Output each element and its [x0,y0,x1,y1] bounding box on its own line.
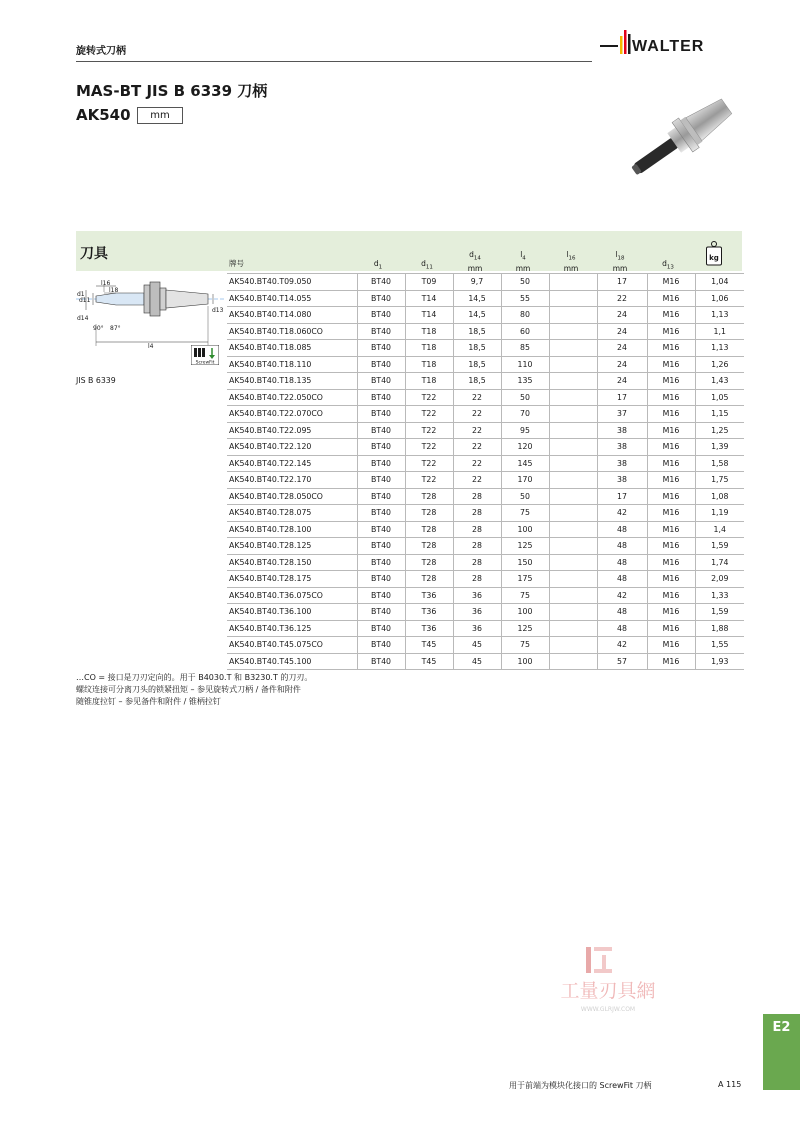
cell-l16 [549,488,597,505]
section-title: 刀具 [80,246,108,262]
cell-d1: BT40 [357,373,405,390]
cell-d1: BT40 [357,340,405,357]
cell-code: AK540.BT40.T22.070CO [227,406,357,423]
cell-d13: M16 [647,439,695,456]
cell-l4: 80 [501,307,549,324]
drawing-label-d11: d11 [79,297,91,304]
cell-d13: M16 [647,587,695,604]
cell-kg: 1,04 [695,274,744,291]
cell-d14: 28 [453,571,501,588]
cell-d13: M16 [647,373,695,390]
cell-l16 [549,571,597,588]
cell-l4: 50 [501,389,549,406]
column-header-d11: $d_{11}$ [421,259,433,271]
page-number: A 115 [718,1080,742,1089]
cell-l18: 42 [597,587,647,604]
cell-l18: 17 [597,274,647,291]
tool-holder-image [618,96,744,178]
screwfit-label: ScrewFit [195,360,215,365]
cell-l4: 175 [501,571,549,588]
cell-d1: BT40 [357,538,405,555]
cell-l18: 48 [597,521,647,538]
cell-d1: BT40 [357,274,405,291]
cell-d13: M16 [647,620,695,637]
cell-d1: BT40 [357,389,405,406]
cell-d14: 36 [453,604,501,621]
cell-d11: T28 [405,554,453,571]
table-row [227,505,744,522]
cell-code: AK540.BT40.T28.175 [227,571,357,588]
cell-l4: 75 [501,637,549,654]
cell-d1: BT40 [357,488,405,505]
cell-l18: 24 [597,373,647,390]
cell-code: AK540.BT40.T28.125 [227,538,357,555]
cell-l4: 100 [501,604,549,621]
cell-d14: 18,5 [453,356,501,373]
cell-d13: M16 [647,604,695,621]
cell-l16 [549,554,597,571]
cell-code: AK540.BT40.T36.075CO [227,587,357,604]
cell-kg: 1,74 [695,554,744,571]
note-torque: 螺纹连接可分离刀头的锁紧扭矩 – 参见旋转式刀柄 / 备件和附件 [76,685,301,694]
cell-code: AK540.BT40.T45.100 [227,653,357,670]
cell-l18: 38 [597,422,647,439]
cell-l18: 48 [597,554,647,571]
cell-code: AK540.BT40.T22.170 [227,472,357,489]
cell-d13: M16 [647,307,695,324]
cell-d11: T36 [405,620,453,637]
cell-d14: 22 [453,406,501,423]
column-header-l4: $l_4$ mm [515,250,531,273]
cell-l4: 70 [501,406,549,423]
weight-unit-label: kg [709,254,719,262]
cell-l16 [549,373,597,390]
table-row [227,290,744,307]
table-row [227,604,744,621]
cell-l16 [549,439,597,456]
cell-d1: BT40 [357,356,405,373]
cell-code: AK540.BT40.T22.050CO [227,389,357,406]
table-row [227,653,744,670]
cell-d14: 22 [453,439,501,456]
cell-kg: 1,19 [695,505,744,522]
cell-l4: 75 [501,587,549,604]
cell-d14: 18,5 [453,340,501,357]
cell-d14: 22 [453,472,501,489]
header-divider [76,61,592,62]
cell-d14: 45 [453,653,501,670]
cell-d11: T14 [405,307,453,324]
cell-d11: T36 [405,587,453,604]
table-row [227,455,744,472]
cell-l16 [549,323,597,340]
cell-d14: 28 [453,488,501,505]
cell-l18: 24 [597,323,647,340]
drawing-label-d13: d13 [212,307,224,314]
cell-d1: BT40 [357,554,405,571]
cell-d1: BT40 [357,653,405,670]
cell-d1: BT40 [357,290,405,307]
cell-l4: 120 [501,439,549,456]
cell-l16 [549,538,597,555]
cell-d13: M16 [647,274,695,291]
walter-logo [600,28,740,58]
watermark-logo [538,945,678,1015]
cell-d11: T09 [405,274,453,291]
cell-d11: T45 [405,653,453,670]
cell-l18: 38 [597,439,647,456]
table-row [227,439,744,456]
cell-d13: M16 [647,389,695,406]
chapter-tab: E2 [763,1014,800,1090]
cell-l16 [549,455,597,472]
table-row [227,340,744,357]
cell-d11: T36 [405,604,453,621]
cell-d1: BT40 [357,439,405,456]
note-co: …CO = 接口是刀刃定向的。用于 B4030.T 和 B3230.T 的刀刃。 [76,673,313,682]
cell-l16 [549,340,597,357]
drawing-label-angle-90: 90° [93,325,104,332]
cell-l16 [549,620,597,637]
cell-l4: 50 [501,488,549,505]
cell-d1: BT40 [357,620,405,637]
page-title: MAS-BT JIS B 6339 刀柄 [76,82,268,100]
cell-d14: 18,5 [453,373,501,390]
cell-l18: 48 [597,538,647,555]
table-row [227,323,744,340]
cell-d1: BT40 [357,604,405,621]
cell-l18: 37 [597,406,647,423]
cell-kg: 1,59 [695,538,744,555]
cell-l4: 75 [501,505,549,522]
cell-d14: 9,7 [453,274,501,291]
cell-code: AK540.BT40.T14.055 [227,290,357,307]
table-row [227,274,744,291]
cell-code: AK540.BT40.T28.075 [227,505,357,522]
cell-d1: BT40 [357,571,405,588]
cell-kg: 1,39 [695,439,744,456]
cell-d1: BT40 [357,505,405,522]
unit-badge: mm [137,107,183,124]
cell-d11: T28 [405,488,453,505]
column-header-d14: $d_{14}$ mm [467,250,483,273]
cell-kg: 2,09 [695,571,744,588]
cell-l16 [549,406,597,423]
cell-l18: 17 [597,488,647,505]
cell-l18: 24 [597,307,647,324]
table-row [227,389,744,406]
cell-kg: 1,58 [695,455,744,472]
cell-code: AK540.BT40.T22.120 [227,439,357,456]
cell-d11: T18 [405,340,453,357]
cell-kg: 1,59 [695,604,744,621]
cell-l18: 24 [597,340,647,357]
cell-l18: 38 [597,472,647,489]
cell-d11: T22 [405,439,453,456]
cell-l4: 100 [501,521,549,538]
cell-d11: T22 [405,455,453,472]
watermark-url: WWW.GLRJW.COM [580,1006,636,1013]
cell-l4: 95 [501,422,549,439]
cell-l18: 48 [597,604,647,621]
cell-d13: M16 [647,505,695,522]
table-row [227,538,744,555]
cell-d11: T28 [405,521,453,538]
cell-l18: 24 [597,356,647,373]
drawing-label-l4: l4 [148,343,154,350]
cell-l16 [549,604,597,621]
cell-d13: M16 [647,323,695,340]
cell-kg: 1,08 [695,488,744,505]
brand-name: WALTER [632,38,705,55]
cell-l18: 17 [597,389,647,406]
cell-code: AK540.BT40.T18.135 [227,373,357,390]
cell-d13: M16 [647,422,695,439]
cell-d13: M16 [647,637,695,654]
cell-l4: 170 [501,472,549,489]
cell-code: AK540.BT40.T22.145 [227,455,357,472]
column-header-l16: $l_{16}$ mm [563,250,579,273]
cell-d11: T22 [405,472,453,489]
column-header-d1: $d_1$ [373,259,383,271]
cell-d13: M16 [647,406,695,423]
note-pull-stud: 随锥度拉钉 – 参见备件和附件 / 锥柄拉钉 [76,697,221,706]
cell-code: AK540.BT40.T28.100 [227,521,357,538]
cell-d11: T28 [405,505,453,522]
cell-kg: 1,13 [695,340,744,357]
cell-l4: 110 [501,356,549,373]
cell-d13: M16 [647,571,695,588]
product-code: AK540 [76,106,131,124]
cell-d11: T14 [405,290,453,307]
table-row [227,637,744,654]
cell-d1: BT40 [357,406,405,423]
cell-kg: 1,75 [695,472,744,489]
cell-kg: 1,93 [695,653,744,670]
cell-l4: 135 [501,373,549,390]
cell-d14: 28 [453,521,501,538]
cell-l16 [549,472,597,489]
table-row [227,373,744,390]
cell-kg: 1,13 [695,307,744,324]
cell-d11: T18 [405,356,453,373]
cell-code: AK540.BT40.T18.060CO [227,323,357,340]
cell-l16 [549,505,597,522]
cell-d1: BT40 [357,422,405,439]
drawing-label-l16: l16 [101,280,111,287]
cell-code: AK540.BT40.T28.050CO [227,488,357,505]
drawing-label-l18: l18 [109,287,119,294]
table-row [227,620,744,637]
cell-d14: 28 [453,538,501,555]
cell-d11: T22 [405,422,453,439]
table-row [227,488,744,505]
cell-d1: BT40 [357,455,405,472]
cell-kg: 1,26 [695,356,744,373]
cell-d11: T45 [405,637,453,654]
cell-d1: BT40 [357,472,405,489]
table-row [227,521,744,538]
cell-d11: T18 [405,323,453,340]
cell-d1: BT40 [357,521,405,538]
cell-l16 [549,290,597,307]
cell-d14: 22 [453,422,501,439]
cell-kg: 1,55 [695,637,744,654]
cell-d1: BT40 [357,587,405,604]
cell-d13: M16 [647,340,695,357]
table-row [227,587,744,604]
cell-kg: 1,25 [695,422,744,439]
cell-kg: 1,15 [695,406,744,423]
cell-l18: 42 [597,637,647,654]
cell-l16 [549,389,597,406]
cell-d14: 18,5 [453,323,501,340]
cell-l16 [549,637,597,654]
cell-code: AK540.BT40.T14.080 [227,307,357,324]
table-row [227,422,744,439]
cell-l16 [549,422,597,439]
cell-d13: M16 [647,521,695,538]
cell-code: AK540.BT40.T18.085 [227,340,357,357]
cell-l18: 38 [597,455,647,472]
cell-kg: 1,06 [695,290,744,307]
cell-d11: T22 [405,406,453,423]
table-row [227,554,744,571]
cell-code: AK540.BT40.T22.095 [227,422,357,439]
table-row [227,406,744,423]
cell-kg: 1,43 [695,373,744,390]
cell-d11: T28 [405,571,453,588]
weight-icon [705,240,723,266]
drawing-label-d14: d14 [77,315,89,322]
cell-l4: 55 [501,290,549,307]
cell-l16 [549,521,597,538]
cell-kg: 1,4 [695,521,744,538]
cell-l18: 57 [597,653,647,670]
cell-d13: M16 [647,455,695,472]
cell-d11: T22 [405,389,453,406]
cell-l4: 60 [501,323,549,340]
cell-l16 [549,307,597,324]
drawing-label-angle-87: 87° [110,325,121,332]
footer-text: 用于前端为模块化接口的 ScrewFit 刀柄 [509,1081,652,1090]
cell-l4: 100 [501,653,549,670]
cell-kg: 1,88 [695,620,744,637]
cell-code: AK540.BT40.T36.100 [227,604,357,621]
cell-code: AK540.BT40.T09.050 [227,274,357,291]
cell-d13: M16 [647,653,695,670]
cell-l16 [549,653,597,670]
cell-l4: 150 [501,554,549,571]
cell-d14: 36 [453,620,501,637]
cell-d1: BT40 [357,307,405,324]
watermark-name: 工量刃具網 [560,980,656,1002]
table-row [227,356,744,373]
cell-l18: 42 [597,505,647,522]
cell-d13: M16 [647,488,695,505]
column-header-d13: $d_{13}$ [662,259,674,271]
cell-d14: 36 [453,587,501,604]
cell-d14: 45 [453,637,501,654]
column-header-l18: $l_{18}$ mm [612,250,628,273]
cell-l16 [549,587,597,604]
cell-code: AK540.BT40.T18.110 [227,356,357,373]
cell-d14: 28 [453,554,501,571]
cell-l18: 22 [597,290,647,307]
cell-code: AK540.BT40.T45.075CO [227,637,357,654]
table-row [227,472,744,489]
cell-code: AK540.BT40.T36.125 [227,620,357,637]
cell-code: AK540.BT40.T28.150 [227,554,357,571]
column-header-designation: 牌号 [229,259,244,268]
cell-l4: 85 [501,340,549,357]
product-table [227,273,744,670]
cell-d14: 22 [453,389,501,406]
cell-d11: T28 [405,538,453,555]
cell-d13: M16 [647,538,695,555]
cell-l16 [549,274,597,291]
cell-l18: 48 [597,620,647,637]
cell-d14: 14,5 [453,307,501,324]
cell-l4: 125 [501,620,549,637]
cell-l4: 50 [501,274,549,291]
cell-d13: M16 [647,356,695,373]
norm-label: JIS B 6339 [76,376,116,385]
drawing-label-d1: d1 [77,291,85,298]
cell-kg: 1,1 [695,323,744,340]
table-row [227,571,744,588]
cell-d13: M16 [647,472,695,489]
cell-d11: T18 [405,373,453,390]
cell-d13: M16 [647,554,695,571]
table-row [227,307,744,324]
cell-d14: 22 [453,455,501,472]
cell-kg: 1,33 [695,587,744,604]
cell-d14: 14,5 [453,290,501,307]
screwfit-icon [191,345,219,365]
cell-l4: 125 [501,538,549,555]
cell-d1: BT40 [357,637,405,654]
cell-d13: M16 [647,290,695,307]
cell-d14: 28 [453,505,501,522]
cell-l18: 48 [597,571,647,588]
breadcrumb: 旋转式刀柄 [76,46,126,57]
cell-l16 [549,356,597,373]
section-header-band [76,231,742,271]
cell-l4: 145 [501,455,549,472]
cell-d1: BT40 [357,323,405,340]
cell-kg: 1,05 [695,389,744,406]
